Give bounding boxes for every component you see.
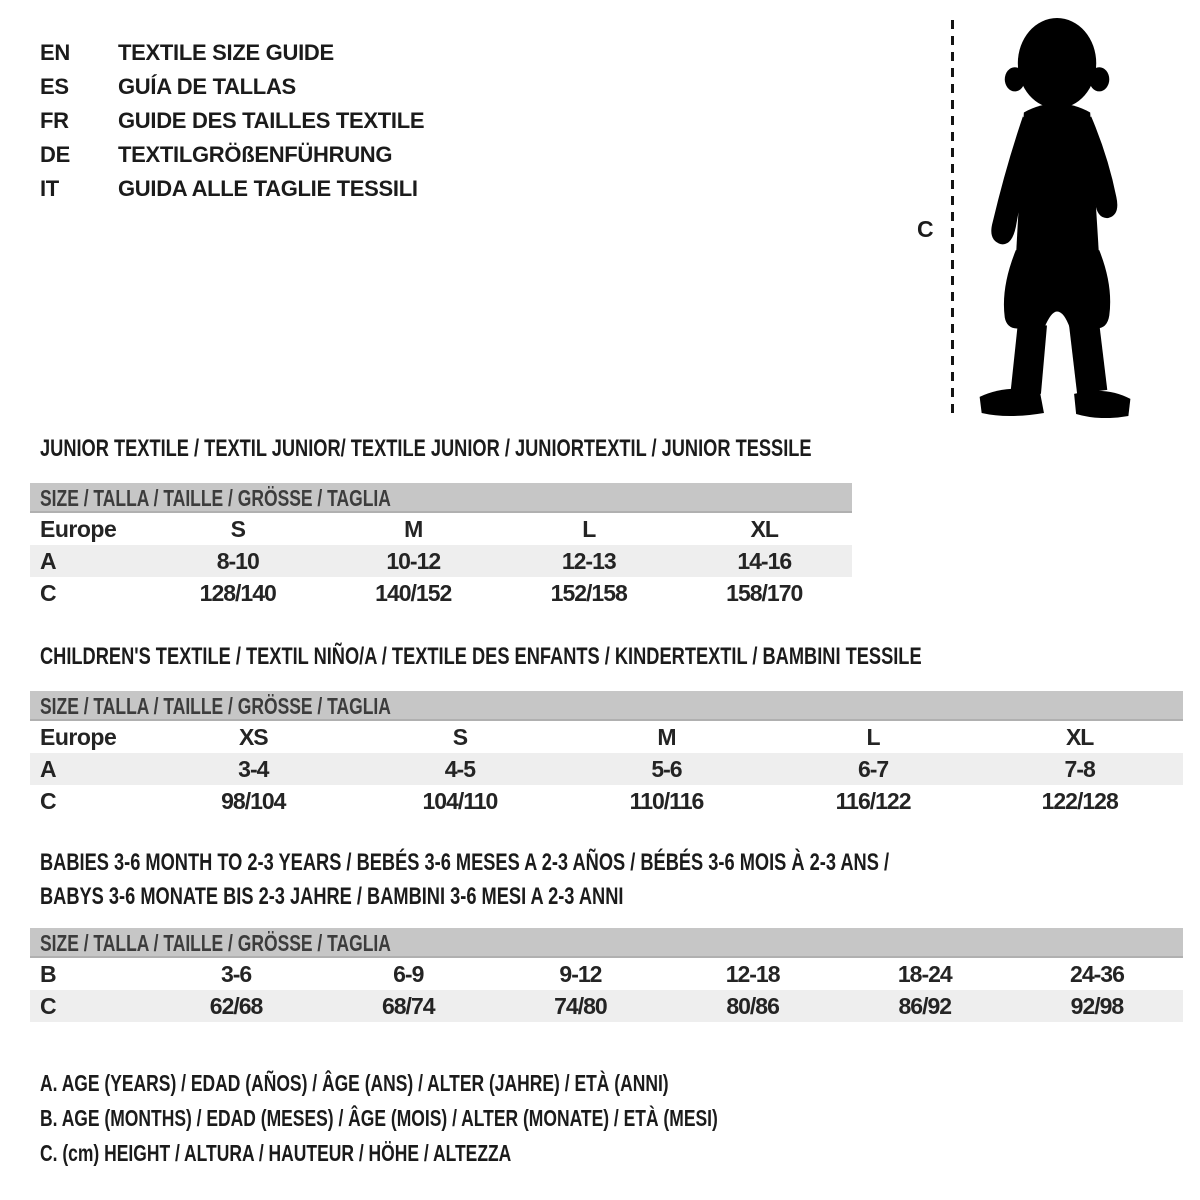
legend-line-b — [40, 1101, 932, 1136]
table-row — [30, 721, 1183, 753]
size-cell: 128/140 — [199, 579, 276, 606]
size-cell: 9-12 — [559, 960, 602, 987]
size-cell: 140/152 — [375, 579, 452, 606]
table-row — [30, 990, 1183, 1022]
size-cell: 3-6 — [220, 960, 252, 987]
language-code: DE — [40, 142, 70, 167]
row-label: B — [40, 960, 57, 987]
section-title-text-line2: BABYS 3-6 MONATE BIS 2-3 JAHRE / BAMBINI 3-6 MESI A 2-3 ANNI — [40, 883, 624, 910]
guide-title-es: GUÍA DE TALLAS — [118, 74, 296, 99]
size-band-label: SIZE / TALLA / TAILLE / GRÖSSE / TAGLIA — [40, 930, 391, 956]
size-cell: 116/122 — [835, 787, 911, 814]
size-band — [30, 928, 1183, 958]
size-cell: 98/104 — [221, 787, 286, 814]
language-title-list — [40, 36, 424, 206]
guide-title-en: TEXTILE SIZE GUIDE — [118, 40, 334, 65]
junior-size-table — [30, 483, 852, 609]
size-band — [30, 691, 1183, 721]
language-row-en — [40, 36, 424, 70]
row-label: C — [40, 787, 57, 814]
size-cell: 6-7 — [857, 755, 889, 782]
guide-title-de: TEXTILGRÖßENFÜHRUNG — [118, 142, 393, 167]
row-label: A — [40, 547, 57, 574]
size-cell: 24-36 — [1070, 960, 1124, 987]
table-row — [30, 753, 1183, 785]
legend-line-c — [40, 1136, 932, 1171]
size-cell: 62/68 — [209, 992, 263, 1019]
row-label: C — [40, 992, 57, 1019]
size-cell: 74/80 — [554, 992, 607, 1019]
size-cell: M — [657, 723, 676, 750]
height-measure-dashed-line — [951, 20, 954, 416]
language-row-fr — [40, 104, 424, 138]
size-cell: 10-12 — [386, 547, 441, 574]
language-code: IT — [40, 176, 59, 201]
table-row — [30, 577, 852, 609]
size-cell: L — [582, 515, 596, 542]
table-row — [30, 513, 852, 545]
size-cell: 68/74 — [381, 992, 435, 1019]
babies-size-table — [30, 928, 1183, 1022]
height-measure-label: C — [917, 216, 934, 242]
legend-text: B. AGE (MONTHS) / EDAD (MESES) / ÂGE (MOIS) / ALTER (MONATE) / ETÀ (MESI) — [40, 1105, 718, 1131]
guide-title-it: GUIDA ALLE TAGLIE TESSILI — [118, 176, 418, 201]
size-cell: 104/110 — [422, 787, 498, 814]
children-size-table — [30, 691, 1183, 817]
legend-line-a — [40, 1066, 932, 1101]
size-cell: 8-10 — [216, 547, 259, 574]
language-code: EN — [40, 40, 70, 65]
measurement-figure — [905, 14, 1155, 426]
size-cell: 12-18 — [725, 960, 780, 987]
size-cell: 110/116 — [629, 787, 704, 814]
size-cell: 18-24 — [897, 960, 952, 987]
language-row-es — [40, 70, 424, 104]
legend-text: C. (cm) HEIGHT / ALTURA / HAUTEUR / HÖHE / ALTEZZA — [40, 1140, 512, 1166]
row-label: C — [40, 579, 57, 606]
row-label: A — [40, 755, 57, 782]
size-band-label: SIZE / TALLA / TAILLE / GRÖSSE / TAGLIA — [40, 693, 391, 719]
table-row — [30, 785, 1183, 817]
section-title-text: JUNIOR TEXTILE / TEXTIL JUNIOR/ TEXTILE JUNIOR / JUNIORTEXTIL / JUNIOR TESSILE — [40, 435, 812, 462]
size-cell: 3-4 — [238, 755, 269, 782]
section-title-children — [40, 640, 1200, 674]
language-code: FR — [40, 108, 69, 133]
size-cell: 5-6 — [651, 755, 682, 782]
size-cell: M — [404, 515, 423, 542]
size-cell: 14-16 — [737, 547, 792, 574]
size-cell: S — [230, 515, 245, 542]
section-title-text: CHILDREN'S TEXTILE / TEXTIL NIÑO/A / TEXTILE DES ENFANTS / KINDERTEXTIL / BAMBINI TESSILE — [40, 643, 922, 670]
section-title-junior — [40, 432, 1055, 466]
row-label: Europe — [40, 723, 117, 750]
section-title-babies — [40, 846, 1157, 914]
row-label: Europe — [40, 515, 117, 542]
size-cell: 7-8 — [1064, 755, 1095, 782]
language-row-de — [40, 138, 424, 172]
guide-title-fr: GUIDE DES TAILLES TEXTILE — [118, 108, 425, 133]
size-cell: 152/158 — [550, 579, 627, 606]
size-cell: XL — [1065, 723, 1094, 750]
size-band — [30, 483, 852, 513]
section-title-text-line1: BABIES 3-6 MONTH TO 2-3 YEARS / BEBÉS 3-6 MESES A 2-3 AÑOS / BÉBÉS 3-6 MOIS À 2-3 ANS / — [40, 849, 890, 876]
size-cell: 122/128 — [1041, 787, 1118, 814]
size-cell: 12-13 — [561, 547, 616, 574]
size-cell: 92/98 — [1070, 992, 1124, 1019]
size-cell: XL — [750, 515, 778, 542]
size-cell: 158/170 — [726, 579, 803, 606]
toddler-silhouette-icon — [965, 16, 1139, 418]
size-cell: 80/86 — [726, 992, 779, 1019]
language-row-it — [40, 172, 424, 206]
language-code: ES — [40, 74, 69, 99]
table-row — [30, 545, 852, 577]
table-row — [30, 958, 1183, 990]
size-cell: L — [866, 723, 880, 750]
measurement-legend — [40, 1066, 932, 1171]
legend-text: A. AGE (YEARS) / EDAD (AÑOS) / ÂGE (ANS) / ALTER (JAHRE) / ETÀ (ANNI) — [40, 1070, 669, 1096]
size-cell: 4-5 — [444, 755, 476, 782]
size-cell: XS — [238, 723, 268, 750]
size-cell: 6-9 — [393, 960, 424, 987]
size-cell: S — [452, 723, 468, 750]
size-cell: 86/92 — [898, 992, 952, 1019]
size-band-label: SIZE / TALLA / TAILLE / GRÖSSE / TAGLIA — [40, 485, 391, 511]
